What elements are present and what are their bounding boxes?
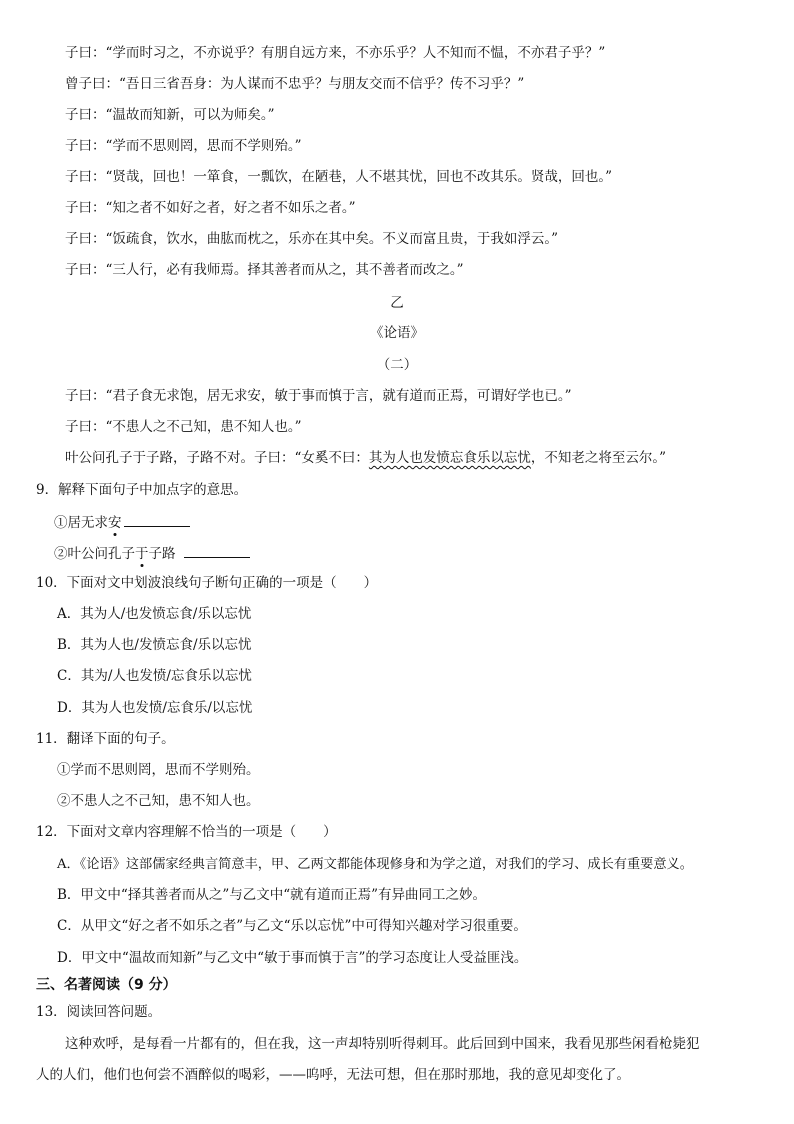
passage-b-label: 乙 bbox=[390, 295, 404, 311]
q9-item1-dotted-char: 安 bbox=[108, 515, 122, 531]
answer-blank[interactable] bbox=[124, 514, 190, 527]
question-11-item-2: ②不患人之不己知，患不知人也。 bbox=[57, 793, 260, 809]
reading-paragraph-line: 人的人们，他们也何尝不酒醉似的喝彩，——呜呼，无法可想，但在那时那地，我的意见却变化了。 bbox=[36, 1067, 630, 1083]
wavy-underlined-sentence: 其为人也发愤忘食乐以忘忧 bbox=[368, 450, 531, 466]
passage-a-line: 子曰：“温故而知新，可以为师矣。” bbox=[65, 107, 275, 123]
question-12-option-a[interactable]: A．《论语》这部儒家经典言简意丰，甲、乙两文都能体现修身和为学之道，对我们的学习、成长有重要意义。 bbox=[57, 857, 693, 872]
question-12-option-b[interactable]: B．甲文中“择其善者而从之”与乙文中“就有道而正焉”有异曲同工之妙。 bbox=[57, 887, 487, 903]
question-10-stem: 10．下面对文中划波浪线句子断句正确的一项是（ ） bbox=[36, 575, 378, 591]
question-10-option-a[interactable]: A．其为人/也发愤忘食/乐以忘忧 bbox=[57, 606, 252, 622]
q9-item2-text: ②叶公问孔子 bbox=[54, 546, 135, 562]
passage-a-line: 曾子曰：“吾日三省吾身：为人谋而不忠乎？与朋友交而不信乎？传不习乎？” bbox=[65, 76, 525, 92]
question-11-item-1: ①学而不思则罔，思而不学则殆。 bbox=[57, 762, 260, 778]
passage-b-line bbox=[65, 452, 666, 466]
question-13-stem: 13．阅读回答问题。 bbox=[36, 1004, 162, 1020]
passage-a-line: 子曰：“学而时习之，不亦说乎？有朋自远方来，不亦乐乎？人不知而不愠，不亦君子乎？” bbox=[65, 45, 606, 61]
passage-a-line: 子曰：“学而不思则罔，思而不学则殆。” bbox=[65, 138, 302, 154]
question-10-option-b[interactable]: B．其为人也/发愤忘食/乐以忘忧 bbox=[57, 637, 252, 653]
question-9-stem: 9．解释下面句子中加点字的意思。 bbox=[36, 482, 248, 498]
answer-blank[interactable] bbox=[184, 545, 250, 558]
section-3-title: 三、名著阅读（9 分） bbox=[36, 977, 177, 993]
question-10-option-c[interactable]: C．其为/人也发愤/忘食乐以忘忧 bbox=[57, 668, 252, 684]
question-9-item-2 bbox=[54, 545, 250, 562]
reading-paragraph-line: 这种欢呼，是每看一片都有的，但在我，这一声却特别听得刺耳。此后回到中国来，我看见那些闲看枪毙犯 bbox=[65, 1036, 700, 1052]
passage-b-part: （二） bbox=[376, 357, 418, 373]
passage-b-line-end: ，不知老之将至云尔。” bbox=[530, 450, 667, 466]
question-12-option-d[interactable]: D．甲文中“温故而知新”与乙文中“敏于事而慎于言”的学习态度让人受益匪浅。 bbox=[57, 950, 528, 966]
passage-b-line: 子曰：“不患人之不己知，患不知人也。” bbox=[65, 419, 302, 435]
passage-b-line: 子曰：“君子食无求饱，居无求安，敏于事而慎于言，就有道而正焉，可谓好学也已。” bbox=[65, 388, 572, 404]
question-9-item-1 bbox=[54, 514, 190, 531]
q9-item1-text: ①居无求 bbox=[54, 515, 108, 531]
passage-a-line: 子曰：“知之者不如好之者，好之者不如乐之者。” bbox=[65, 200, 356, 216]
passage-a-line: 子曰：“饭疏食，饮水，曲肱而枕之，乐亦在其中矣。不义而富且贵，于我如浮云。” bbox=[65, 231, 559, 247]
question-12-option-c[interactable]: C．从甲文“好之者不如乐之者”与乙文“乐以忘忧”中可得知兴趣对学习很重要。 bbox=[57, 918, 527, 934]
passage-b-book-title: 《论语》 bbox=[370, 325, 424, 341]
passage-b-line-start: 叶公问孔子于子路，子路不对。子曰：“女奚不曰： bbox=[65, 450, 369, 466]
passage-a-line: 子曰：“贤哉，回也！一箪食，一瓢饮，在陋巷，人不堪其忧，回也不改其乐。贤哉，回也。” bbox=[65, 169, 613, 185]
passage-a-line: 子曰：“三人行，必有我师焉。择其善者而从之，其不善者而改之。” bbox=[65, 262, 464, 278]
question-10-option-d[interactable]: D．其为人也发愤/忘食乐/以忘忧 bbox=[57, 700, 253, 716]
question-12-stem: 12．下面对文章内容理解不恰当的一项是（ ） bbox=[36, 824, 337, 840]
question-11-stem: 11．翻译下面的句子。 bbox=[36, 731, 175, 747]
q9-item2-text-end: 子路 bbox=[148, 546, 176, 562]
q9-item2-dotted-char: 于 bbox=[135, 546, 149, 562]
